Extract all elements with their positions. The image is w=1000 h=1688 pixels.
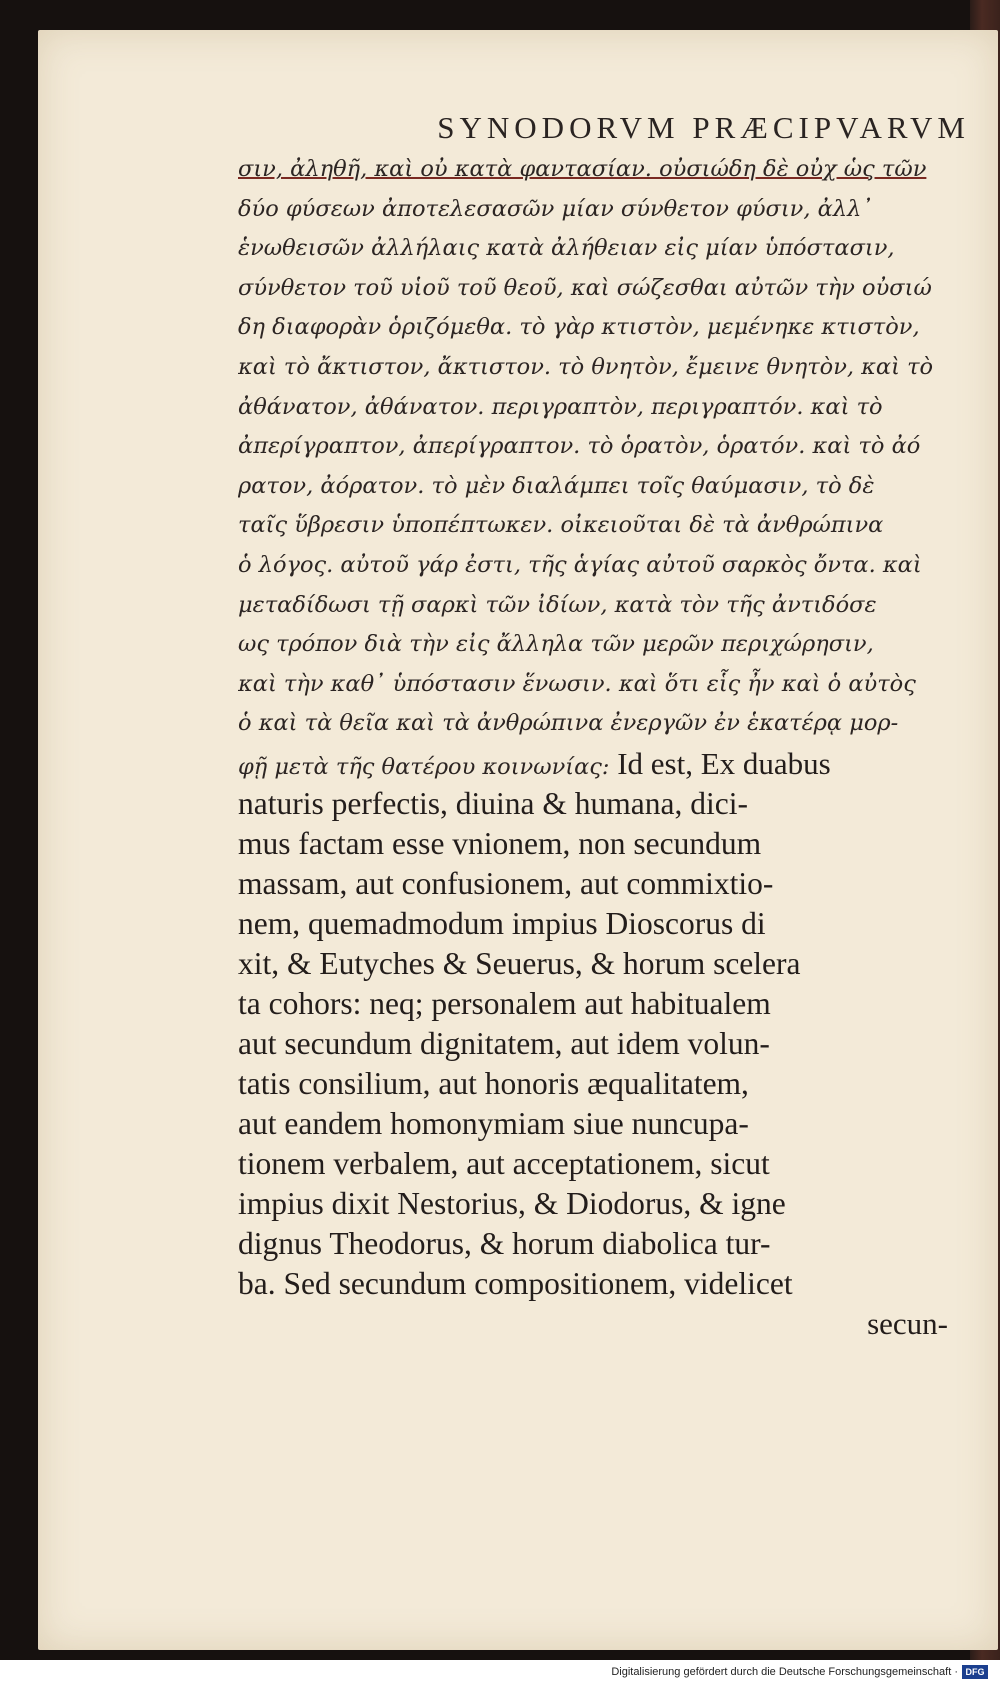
- dfg-logo: DFG: [962, 1665, 988, 1679]
- latin-line: naturis perfectis, diuina & humana, dici-: [238, 785, 748, 821]
- latin-line: tatis consilium, aut honoris æqualitatem,: [238, 1065, 749, 1101]
- latin-line: impius dixit Nestorius, & Diodorus, & igne: [238, 1185, 786, 1221]
- greek-line: ρατον, ἀόρατον. τὸ μὲν διαλάμπει τοῖς θαύμασιν, τὸ δὲ: [238, 472, 875, 499]
- running-head: SYNODORVM PRÆCIPVARVM: [437, 110, 970, 145]
- catchword: secun-: [867, 1305, 948, 1341]
- greek-line: ως τρόπον διὰ τὴν εἰς ἄλληλα τῶν μερῶν περιχώρησιν,: [238, 631, 874, 658]
- latin-line: aut secundum dignitatem, aut idem volun-: [238, 1025, 770, 1061]
- greek-line: ὁ λόγος. αὐτοῦ γάρ ἐστι, τῆς ἁγίας αὐτοῦ σαρκὸς ὄντα. καὶ: [238, 551, 922, 578]
- footer-strip: [0, 1660, 1000, 1688]
- latin-line: aut eandem homonymiam siue nuncupa-: [238, 1105, 749, 1141]
- page-text-block: [238, 110, 978, 1344]
- book-page: [38, 30, 998, 1650]
- greek-line: σύνθετον τοῦ υἱοῦ τοῦ θεοῦ, καὶ σώζεσθαι αὐτῶν τὴν οὐσιώ: [238, 274, 932, 301]
- latin-line: ta cohors: neq; personalem aut habitualem: [238, 985, 771, 1021]
- greek-line: καὶ τὸ ἄκτιστον, ἄκτιστον. τὸ θνητὸν, ἔμεινε θνητὸν, καὶ τὸ: [238, 353, 934, 380]
- greek-line: ὁ καὶ τὰ θεῖα καὶ τὰ ἀνθρώπινα ἐνεργῶν ἐν ἑκατέρᾳ μορ-: [238, 710, 899, 737]
- greek-line: δύο φύσεων ἀποτελεσασῶν μίαν σύνθετον φύσιν, ἀλλ᾽: [238, 195, 873, 222]
- latin-line: nem, quemadmodum impius Dioscorus di: [238, 905, 766, 941]
- greek-line: ἀπερίγραπτον, ἀπερίγραπτον. τὸ ὁρατὸν, ὁρατόν. καὶ τὸ ἀό: [238, 433, 921, 460]
- latin-line: xit, & Eutyches & Seuerus, & horum scelera: [238, 945, 801, 981]
- greek-line: σιν, ἀληθῆ, καὶ οὐ κατὰ φαντασίαν. οὐσιώδη δὲ οὐχ ὡς τῶν: [238, 156, 927, 182]
- latin-line: tionem verbalem, aut acceptationem, sicut: [238, 1145, 770, 1181]
- greek-line: μεταδίδωσι τῇ σαρκὶ τῶν ἰδίων, κατὰ τὸν τῆς ἀντιδόσε: [238, 591, 877, 618]
- greek-line-end: φῇ μετὰ τῆς θατέρου κοινωνίας:: [238, 753, 610, 780]
- greek-line: ἀθάνατον, ἀθάνατον. περιγραπτὸν, περιγραπτόν. καὶ τὸ: [238, 393, 883, 420]
- greek-line: καὶ τὴν καθ᾽ ὑπόστασιν ἕνωσιν. καὶ ὅτι εἷς ἦν καὶ ὁ αὐτὸς: [238, 670, 916, 697]
- latin-line: ba. Sed secundum compositionem, videlicet: [238, 1265, 793, 1301]
- latin-line: massam, aut confusionem, aut commixtio-: [238, 865, 774, 901]
- latin-line-start: Id est, Ex duabus: [609, 745, 831, 781]
- mixed-line: [238, 744, 978, 784]
- greek-line: ἑνωθεισῶν ἀλλήλαις κατὰ ἀλήθειαν εἰς μίαν ὑπόστασιν,: [238, 235, 895, 262]
- greek-passage: [238, 150, 978, 784]
- latin-passage: [238, 784, 978, 1304]
- latin-line: dignus Theodorus, & horum diabolica tur-: [238, 1225, 771, 1261]
- greek-line: δη διαφορὰν ὁριζόμεθα. τὸ γὰρ κτιστὸν, μεμένηκε κτιστὸν,: [238, 314, 920, 341]
- latin-line: mus factam esse vnionem, non secundum: [238, 825, 762, 861]
- greek-line: ταῖς ὕβρεσιν ὑποπέπτωκεν. οἰκειοῦται δὲ τὰ ἀνθρώπινα: [238, 512, 884, 539]
- footer-credit: Digitalisierung gefördert durch die Deutsche Forschungsgemeinschaft ·: [611, 1666, 958, 1678]
